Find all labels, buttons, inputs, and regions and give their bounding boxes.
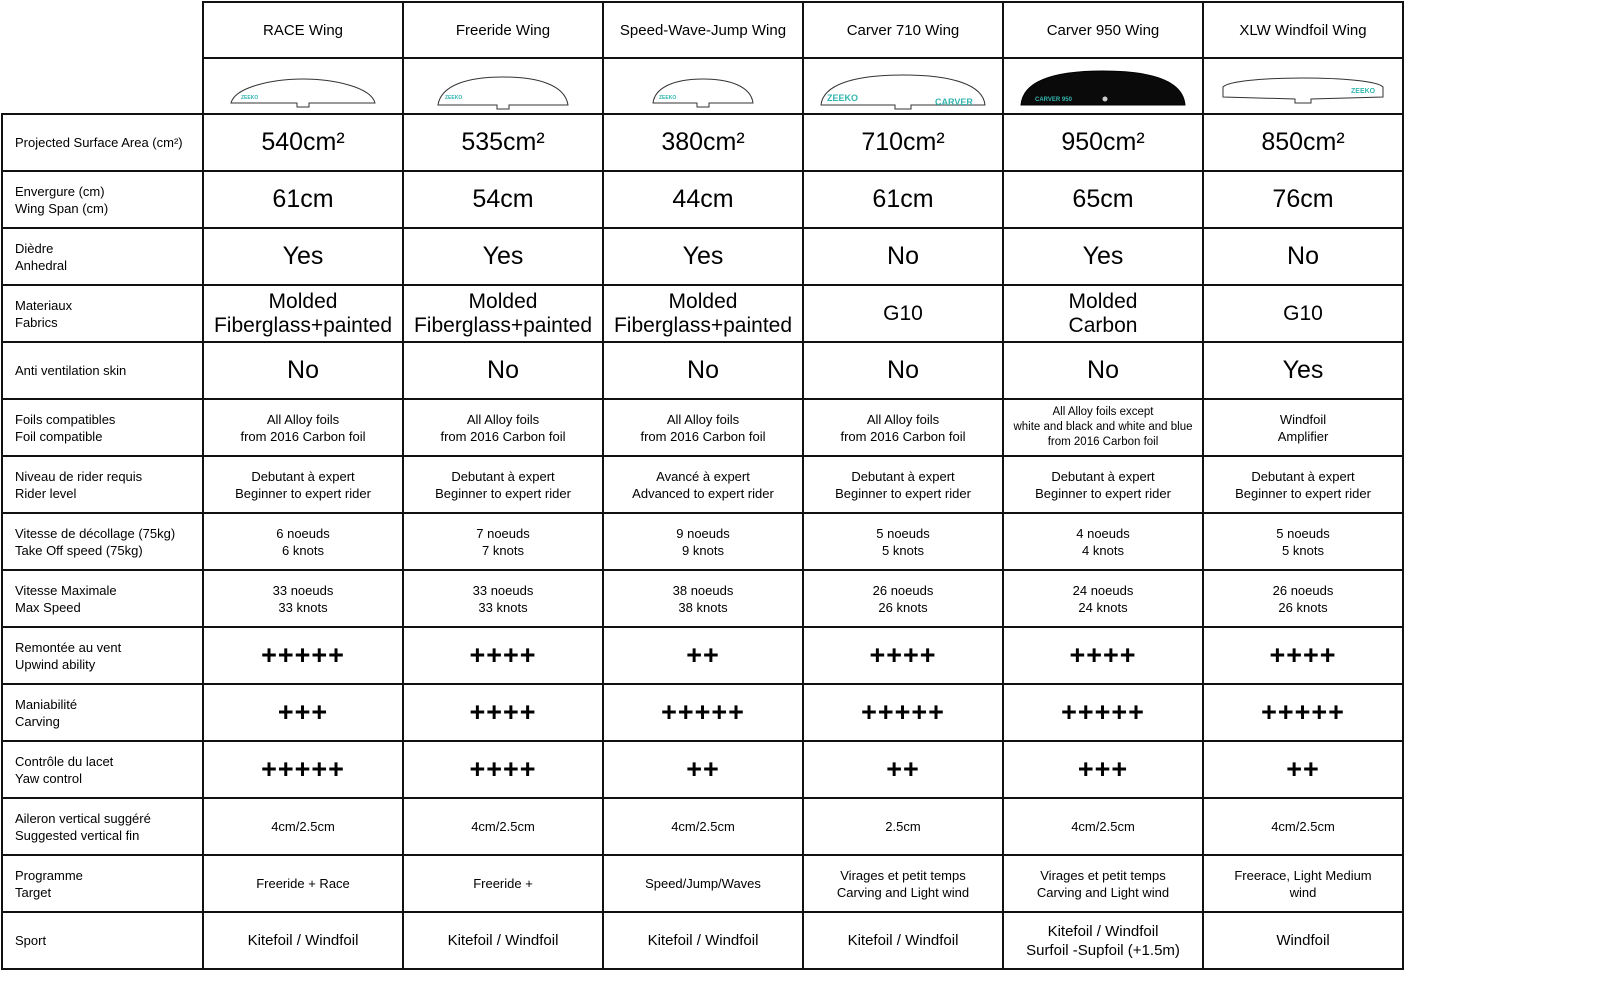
- cell-line: 4 noeuds: [1076, 525, 1130, 541]
- spec-cell: [1003, 285, 1203, 342]
- cell-line: Beginner to expert rider: [435, 485, 571, 501]
- wing-silhouette-icon: [613, 61, 793, 111]
- cell-line: 5 knots: [1282, 542, 1324, 558]
- spec-cell: Yes: [1203, 342, 1403, 399]
- spec-cell: ++: [1203, 741, 1403, 798]
- cell-line: Maniabilité: [15, 696, 78, 712]
- spec-cell: 76cm: [1203, 171, 1403, 228]
- spec-cell: [1003, 456, 1203, 513]
- cell-line: Dièdre: [15, 240, 54, 256]
- cell-line: All Alloy foils: [866, 411, 940, 427]
- spec-cell: [403, 570, 603, 627]
- cell-line: Rider level: [15, 485, 77, 501]
- cell-line: Debutant à expert: [251, 468, 355, 484]
- cell-line: Debutant à expert: [851, 468, 955, 484]
- spec-cell: [403, 456, 603, 513]
- wing-outline: [231, 79, 375, 107]
- cell-line: Yaw control: [15, 770, 82, 786]
- wing-logo-text: ZEEKO: [1351, 88, 1376, 95]
- cell-line: white and black and white and blue: [1013, 421, 1193, 433]
- row-label: [2, 684, 203, 741]
- spec-cell: [203, 399, 403, 456]
- cell-line: wind: [1289, 884, 1317, 900]
- cell-line: 38 knots: [678, 599, 728, 615]
- cell-line: Surfoil -Supfoil (+1.5m): [1026, 941, 1180, 959]
- spec-cell: Yes: [403, 228, 603, 285]
- wing-image-cell: [403, 58, 603, 114]
- spec-cell: [203, 855, 403, 912]
- wing-image-cell: [203, 58, 403, 114]
- cell-line: 26 knots: [878, 599, 928, 615]
- cell-line: Windfoil: [1279, 411, 1327, 427]
- cell-line: Anti ventilation skin: [15, 363, 127, 378]
- spec-cell: [1003, 399, 1203, 456]
- spec-cell: ++++: [403, 684, 603, 741]
- cell-line: 9 knots: [682, 542, 724, 558]
- spec-cell: [1003, 513, 1203, 570]
- cell-line: 33 knots: [478, 599, 528, 615]
- cell-line: 24 knots: [1078, 599, 1128, 615]
- wing-name-header: Speed-Wave-Jump Wing: [603, 2, 803, 58]
- spec-cell: +++: [1003, 741, 1203, 798]
- spec-cell: No: [403, 342, 603, 399]
- spec-row-foils: [2, 399, 1403, 456]
- wing-comparison-table: [1, 1, 1404, 970]
- cell-line: Beginner to expert rider: [835, 485, 971, 501]
- spec-cell: 4cm/2.5cm: [1003, 798, 1203, 855]
- cell-line: Materiaux: [15, 297, 73, 313]
- cell-line: Molded: [468, 289, 538, 313]
- cell-line: Contrôle du lacet: [15, 753, 114, 769]
- row-label: [2, 342, 203, 399]
- spec-cell: [1003, 912, 1203, 969]
- spec-cell: 4cm/2.5cm: [603, 798, 803, 855]
- spec-row-target: [2, 855, 1403, 912]
- row-label: [2, 114, 203, 171]
- cell-line: 5 knots: [882, 542, 924, 558]
- cell-line: Foil compatible: [15, 428, 103, 444]
- spec-cell: 540cm²: [203, 114, 403, 171]
- spec-cell: [1203, 855, 1403, 912]
- spec-row-carving: [2, 684, 1403, 741]
- spec-cell: 4cm/2.5cm: [403, 798, 603, 855]
- spec-cell: ++++: [1003, 627, 1203, 684]
- cell-line: Target: [15, 884, 52, 900]
- wing-image-row: [2, 58, 1403, 114]
- row-label: [2, 513, 203, 570]
- spec-cell: 710cm²: [803, 114, 1003, 171]
- spec-cell: Yes: [1003, 228, 1203, 285]
- spec-cell: Yes: [203, 228, 403, 285]
- cell-line: 6 knots: [282, 542, 324, 558]
- cell-line: Fiberglass+painted: [613, 313, 793, 337]
- spec-cell: No: [1003, 342, 1203, 399]
- cell-line: All Alloy foils: [666, 411, 740, 427]
- cell-line: 5 noeuds: [876, 525, 930, 541]
- spec-cell: [603, 912, 803, 969]
- cell-line: G10: [883, 301, 923, 325]
- cell-line: from 2016 Carbon foil: [440, 428, 566, 444]
- spec-cell: 61cm: [803, 171, 1003, 228]
- cell-line: from 2016 Carbon foil: [240, 428, 366, 444]
- cell-line: from 2016 Carbon foil: [1047, 436, 1159, 448]
- row-label: [2, 228, 203, 285]
- cell-line: Freeride + Race: [256, 876, 350, 891]
- spec-cell: 61cm: [203, 171, 403, 228]
- wing-silhouette-icon: [213, 61, 393, 111]
- cell-line: Debutant à expert: [1251, 468, 1355, 484]
- row-label: [2, 741, 203, 798]
- spec-row-materials: [2, 285, 1403, 342]
- cell-line: Advanced to expert rider: [632, 485, 774, 501]
- wing-name-header: RACE Wing: [203, 2, 403, 58]
- spec-cell: No: [803, 342, 1003, 399]
- cell-line: 26 knots: [1278, 599, 1328, 615]
- cell-line: 9 noeuds: [676, 525, 730, 541]
- spec-cell: +++++: [203, 627, 403, 684]
- cell-line: Programme: [15, 867, 83, 883]
- cell-line: 33 knots: [278, 599, 328, 615]
- cell-line: Max Speed: [15, 599, 81, 615]
- wing-silhouette-icon: [413, 61, 593, 111]
- row-label: [2, 399, 203, 456]
- wing-image-cell: [603, 58, 803, 114]
- cell-line: Upwind ability: [15, 656, 96, 672]
- spec-cell: 4cm/2.5cm: [1203, 798, 1403, 855]
- row-label: [2, 171, 203, 228]
- spec-row-upwind: [2, 627, 1403, 684]
- cell-line: Carving: [15, 713, 60, 729]
- wing-silhouette-icon: [1213, 61, 1393, 111]
- cell-line: Kitefoil / Windfoil: [647, 932, 759, 949]
- spec-cell: No: [203, 342, 403, 399]
- wing-name-header: Freeride Wing: [403, 2, 603, 58]
- spec-row-maxspeed: [2, 570, 1403, 627]
- cell-line: Virages et petit temps: [840, 867, 966, 883]
- spec-cell: 2.5cm: [803, 798, 1003, 855]
- cell-line: Avancé à expert: [656, 468, 750, 484]
- spec-cell: No: [803, 228, 1003, 285]
- spec-row-takeoff: [2, 513, 1403, 570]
- spec-cell: [1203, 456, 1403, 513]
- wing-logo-text-secondary: CARVER: [935, 97, 973, 107]
- spec-cell: +++++: [1003, 684, 1203, 741]
- cell-line: Kitefoil / Windfoil: [247, 932, 359, 949]
- spec-cell: ++++: [1203, 627, 1403, 684]
- spec-cell: ++: [603, 627, 803, 684]
- spec-cell: 850cm²: [1203, 114, 1403, 171]
- spec-cell: [203, 513, 403, 570]
- cell-line: Carbon: [1068, 313, 1138, 337]
- cell-line: All Alloy foils: [466, 411, 540, 427]
- cell-line: Kitefoil / Windfoil: [1047, 922, 1159, 940]
- spec-cell: [603, 399, 803, 456]
- spec-cell: [1003, 855, 1203, 912]
- wing-outline: [653, 79, 753, 107]
- spec-cell: [603, 855, 803, 912]
- cell-line: Freerace, Light Medium: [1234, 867, 1372, 883]
- wing-logo-text: ZEEKO: [659, 95, 677, 101]
- cell-line: Kitefoil / Windfoil: [847, 932, 959, 949]
- spec-cell: [603, 570, 803, 627]
- cell-line: 38 noeuds: [672, 582, 734, 598]
- cell-line: Freeride +: [473, 876, 533, 891]
- cell-line: Amplifier: [1277, 428, 1329, 444]
- spec-cell: ++++: [403, 627, 603, 684]
- cell-line: Vitesse Maximale: [15, 582, 117, 598]
- spec-cell: No: [1203, 228, 1403, 285]
- wing-image-cell: [1203, 58, 1403, 114]
- spec-cell: [203, 285, 403, 342]
- spec-cell: 950cm²: [1003, 114, 1203, 171]
- cell-line: Molded: [668, 289, 738, 313]
- spec-cell: [1003, 570, 1203, 627]
- spec-cell: [603, 513, 803, 570]
- cell-line: Aileron vertical suggéré: [15, 810, 151, 826]
- spec-cell: [1203, 570, 1403, 627]
- cell-line: Debutant à expert: [1051, 468, 1155, 484]
- spec-cell: [803, 855, 1003, 912]
- spec-cell: +++++: [603, 684, 803, 741]
- cell-line: Beginner to expert rider: [235, 485, 371, 501]
- cell-line: Fiberglass+painted: [413, 313, 593, 337]
- spec-cell: +++++: [803, 684, 1003, 741]
- cell-line: Molded: [268, 289, 338, 313]
- spec-cell: No: [603, 342, 803, 399]
- spec-row-sport: [2, 912, 1403, 969]
- spec-cell: [403, 399, 603, 456]
- wing-logo-text: ZEEKO: [827, 93, 859, 103]
- spec-row-span: [2, 171, 1403, 228]
- spec-cell: [1203, 285, 1403, 342]
- cell-line: Kitefoil / Windfoil: [447, 932, 559, 949]
- spec-cell: [203, 912, 403, 969]
- cell-line: Speed/Jump/Waves: [645, 876, 761, 891]
- cell-line: from 2016 Carbon foil: [840, 428, 966, 444]
- cell-line: Suggested vertical fin: [15, 827, 140, 843]
- cell-line: Windfoil: [1276, 932, 1330, 949]
- cell-line: Vitesse de décollage (75kg): [15, 525, 176, 541]
- spec-cell: [1203, 912, 1403, 969]
- wing-name-header: XLW Windfoil Wing: [1203, 2, 1403, 58]
- cell-line: 24 noeuds: [1072, 582, 1134, 598]
- spec-cell: [403, 912, 603, 969]
- wing-silhouette-icon: [813, 61, 993, 111]
- spec-cell: [403, 285, 603, 342]
- row-label: [2, 627, 203, 684]
- cell-line: 26 noeuds: [872, 582, 934, 598]
- spec-row-fin: [2, 798, 1403, 855]
- wing-logo-text: CARVER 950: [1035, 97, 1072, 103]
- spec-cell: [1203, 399, 1403, 456]
- cell-line: 5 noeuds: [1276, 525, 1330, 541]
- spec-cell: 535cm²: [403, 114, 603, 171]
- cell-line: 6 noeuds: [276, 525, 330, 541]
- cell-line: 33 noeuds: [472, 582, 534, 598]
- cell-line: Debutant à expert: [451, 468, 555, 484]
- spec-cell: ++: [803, 741, 1003, 798]
- cell-line: Foils compatibles: [15, 411, 116, 427]
- wing-logo-text: ZEEKO: [241, 95, 259, 101]
- corner-blank: [2, 2, 203, 114]
- cell-line: Sport: [15, 933, 47, 948]
- cell-line: from 2016 Carbon foil: [640, 428, 766, 444]
- spec-cell: [403, 855, 603, 912]
- spec-cell: 44cm: [603, 171, 803, 228]
- spec-row-rider: [2, 456, 1403, 513]
- wing-logo-text: ZEEKO: [445, 95, 463, 101]
- spec-cell: 65cm: [1003, 171, 1203, 228]
- spec-cell: [803, 456, 1003, 513]
- spec-row-anti_vent: [2, 342, 1403, 399]
- spec-cell: [1203, 513, 1403, 570]
- wing-name-header: Carver 710 Wing: [803, 2, 1003, 58]
- cell-line: Take Off speed (75kg): [15, 542, 143, 558]
- spec-cell: ++: [603, 741, 803, 798]
- spec-cell: [803, 399, 1003, 456]
- spec-cell: [803, 513, 1003, 570]
- cell-line: Virages et petit temps: [1040, 867, 1166, 883]
- cell-line: Beginner to expert rider: [1035, 485, 1171, 501]
- cell-line: 26 noeuds: [1272, 582, 1334, 598]
- cell-line: Carving and Light wind: [1036, 884, 1170, 900]
- cell-line: Carving and Light wind: [836, 884, 970, 900]
- row-label: [2, 798, 203, 855]
- wing-outline: [438, 77, 568, 109]
- spec-cell: [603, 285, 803, 342]
- spec-cell: +++: [203, 684, 403, 741]
- cell-line: Projected Surface Area (cm²): [15, 135, 183, 150]
- spec-row-anhedral: [2, 228, 1403, 285]
- spec-cell: 380cm²: [603, 114, 803, 171]
- cell-line: 7 knots: [482, 542, 524, 558]
- header-row: [2, 2, 1403, 58]
- spec-cell: [203, 570, 403, 627]
- cell-line: G10: [1283, 301, 1323, 325]
- row-label: [2, 285, 203, 342]
- cell-line: 7 noeuds: [476, 525, 530, 541]
- spec-row-yaw: [2, 741, 1403, 798]
- cell-line: All Alloy foils except: [1052, 406, 1154, 418]
- row-label: [2, 855, 203, 912]
- spec-cell: ++++: [403, 741, 603, 798]
- spec-cell: 54cm: [403, 171, 603, 228]
- wing-image-cell: [803, 58, 1003, 114]
- cell-line: All Alloy foils: [266, 411, 340, 427]
- spec-cell: 4cm/2.5cm: [203, 798, 403, 855]
- spec-cell: +++++: [203, 741, 403, 798]
- cell-line: 33 noeuds: [272, 582, 334, 598]
- wing-name-header: Carver 950 Wing: [1003, 2, 1203, 58]
- spec-cell: [603, 456, 803, 513]
- cell-line: Anhedral: [15, 257, 68, 273]
- spec-cell: [803, 285, 1003, 342]
- row-label: [2, 570, 203, 627]
- cell-line: Molded: [1068, 289, 1138, 313]
- cell-line: Wing Span (cm): [15, 200, 109, 216]
- spec-cell: [203, 456, 403, 513]
- spec-cell: ++++: [803, 627, 1003, 684]
- wing-silhouette-icon: [1013, 61, 1193, 111]
- row-label: [2, 456, 203, 513]
- mount-screw-mark: [1103, 97, 1108, 102]
- row-label: [2, 912, 203, 969]
- cell-line: Envergure (cm): [15, 183, 105, 199]
- spec-cell: Yes: [603, 228, 803, 285]
- spec-row-surface: [2, 114, 1403, 171]
- spec-cell: +++++: [1203, 684, 1403, 741]
- spec-cell: [403, 513, 603, 570]
- cell-line: Remontée au vent: [15, 639, 122, 655]
- cell-line: Fabrics: [15, 314, 58, 330]
- spec-cell: [803, 570, 1003, 627]
- spec-cell: [803, 912, 1003, 969]
- wing-image-cell: [1003, 58, 1203, 114]
- cell-line: Fiberglass+painted: [213, 313, 393, 337]
- cell-line: 4 knots: [1082, 542, 1124, 558]
- cell-line: Niveau de rider requis: [15, 468, 143, 484]
- cell-line: Beginner to expert rider: [1235, 485, 1371, 501]
